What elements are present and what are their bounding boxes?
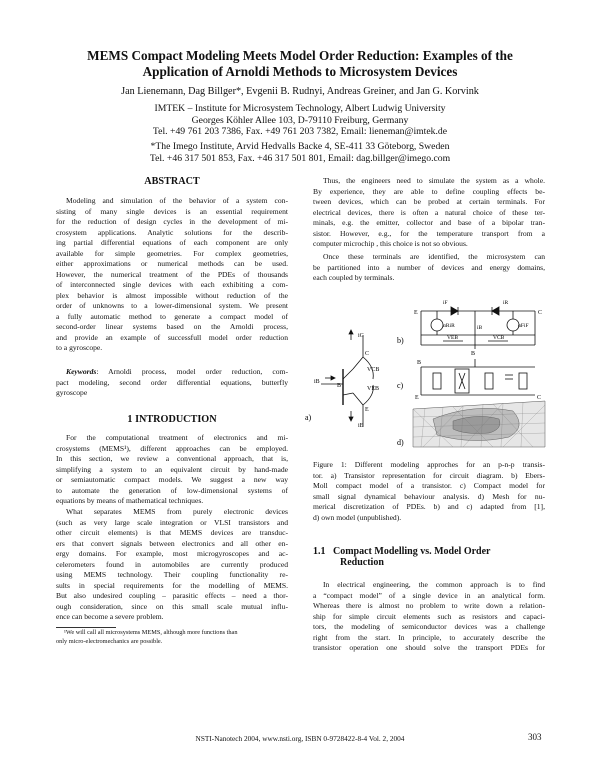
caption-line: merical discretization of PDEs. b) and c) adapted from [1], [313, 502, 545, 511]
figure-label-b: b) [397, 336, 404, 345]
intro-paragraph-1 [56, 433, 288, 507]
label-veb-b: VEB [447, 335, 458, 341]
affiliation-imtek-line-2: Georges Köhler Allee 103, D-79110 Freiburg, Germany [191, 114, 409, 126]
body-line: tween devices, which can be probed at certain terminals. For [313, 197, 545, 206]
intro-line: In this section, we review a conventional approach, that is, [56, 454, 288, 463]
title-line-2: Application of Arnoldi Methods to Microsystem Devices [142, 63, 458, 79]
small-signal-model [421, 359, 535, 395]
right-paragraph-2 [313, 252, 545, 284]
page-footer: NSTI-Nanotech 2004, www.nsti.org, ISBN 0-9728422-8-4 Vol. 2, 2004 [195, 734, 405, 743]
keywords-line [56, 367, 288, 378]
label-emitter-a: E [365, 407, 369, 413]
intro-line: other circuit elements) is that MEMS devices are transduc- [56, 528, 288, 537]
body-line: be partitioned into a number of devices and energy domains, [313, 262, 545, 272]
label-base-c: B [417, 360, 422, 366]
footnote-line: ¹We will call all microsystems MEMS, although more functions than [64, 629, 238, 636]
abstract-line: of interconnected single devices with each exhibiting a com- [56, 280, 288, 289]
footnote-line: only micro-electromechanics are possible. [56, 637, 163, 645]
body-line: right from the start. In principle, to accurately describe the [313, 632, 545, 642]
caption-line: d) own model (unpublished). [313, 512, 402, 522]
label-vcb-b: VCB [493, 335, 505, 341]
intro-line: But also undesired coupling – parasitic effects – need a thor- [56, 591, 288, 600]
caption-line: small signal dynamical behaviour analysis. d) Mesh for nu- [313, 491, 545, 501]
label-veb-a: VEB [367, 386, 379, 392]
intro-line: (such as very large scale integration or VLSI transistors and [56, 517, 288, 527]
label-collector-b: C [538, 310, 543, 316]
body-line: computer microchip , this choice is not so obvious. [313, 239, 468, 248]
label-ib-a: iB [314, 379, 320, 385]
affiliation-imtek-line-3: Tel. +49 761 203 7386, Fax. +49 761 203 7382, Email: lieneman@imtek.de [152, 126, 448, 138]
abstract-line: crosystem applications. Analytic solutions for the describ- [56, 227, 288, 237]
intro-line: sults in special requirements for the modelling of MEMS. [56, 580, 288, 590]
body-line: In electrical engineering, the common approach is to find [323, 580, 545, 589]
intro-line: using MEMS technology. Their coupling functionality re- [56, 570, 288, 579]
body-line: electrical devices, there is often a natural choice of these ter- [313, 207, 545, 217]
label-ib-b: iB [477, 325, 483, 331]
page-number: 303 [528, 732, 542, 742]
keywords-line: gyroscope [56, 388, 88, 397]
subsection-title-line-2: Reduction [340, 557, 384, 568]
intro-line: ence can become a severe problem. [56, 612, 164, 621]
affiliation-imtek [40, 103, 560, 138]
abstract-line: to a gyroscope. [56, 343, 103, 352]
intro-line: simplifying a system to an equivalent circuit by hand-made [56, 464, 288, 474]
abstract-body [56, 196, 288, 354]
figure-label-a: a) [305, 413, 312, 422]
label-ic: iC [358, 333, 364, 339]
footnote-rule [56, 627, 116, 628]
affiliation-imtek-line-1: IMTEK – Institute for Microsystem Technology, Albert Ludwig University [154, 103, 446, 114]
subsection-heading [313, 546, 545, 568]
body-line: ship for simple circuit elements such as resistors and capaci- [313, 611, 545, 621]
body-line: transistor operation one should solve the transport PDEs for [313, 643, 545, 652]
intro-line: or semiautomatic compact models. We suggest a new way [56, 475, 288, 484]
label-ar-ir: αRiR [443, 323, 455, 329]
label-base-b: B [471, 351, 476, 357]
caption-line: Figure 1: Different modeling approches for an p-n-p transis- [313, 460, 545, 469]
label-emitter-b: E [414, 310, 418, 316]
keywords-label: Keywords [66, 367, 97, 376]
intro-line: What separates MEMS from purely electronic devices [66, 507, 288, 516]
abstract-line: ing partial differential equations of each component are only [56, 238, 288, 247]
abstract-line: and provide an example of successfull model order reduction [56, 332, 288, 342]
intro-line: ers that convert signals between electronics and all other en- [56, 538, 288, 548]
body-line: sistor. However, e.g., for the temperature transport from a [313, 228, 545, 238]
intro-line: celerometers found in automobiles are currently produced [56, 559, 288, 569]
abstract-line: either approximations or numerical methods can be used. [56, 259, 288, 268]
affiliation-imego [40, 141, 560, 164]
body-line: Once these terminals are identified, the microsystem can [323, 252, 545, 261]
label-ie: iE [358, 423, 364, 429]
keywords-line: pact modeling, second order differential equations, butterfly [56, 377, 288, 387]
abstract-line: Modeling and simulation of the behavior of a system con- [66, 196, 288, 205]
body-line: Thus, the engineers need to simulate the system as a whole. [323, 176, 545, 185]
figure-label-d: d) [397, 438, 404, 447]
affiliation-imego-line-2: Tel. +46 317 501 853, Fax. +46 317 501 801, Email: dag.billger@imego.com [149, 152, 451, 164]
right-paragraph-3 [313, 580, 545, 654]
intro-line: to automate the generation of low-dimensional systems of [56, 485, 288, 495]
right-paragraph-1 [313, 176, 545, 250]
intro-line: crosystems (MEMS¹), different approaches can be employed. [56, 443, 288, 453]
label-collector-c: C [537, 395, 542, 401]
figure-label-c: c) [397, 381, 404, 390]
abstract-line: second-order linear systems based on the Arnoldi process, [56, 322, 288, 331]
body-line: Whereas there is almost no problem to write down a relation- [313, 601, 545, 610]
paper-title [40, 48, 560, 79]
label-af-if: αFiF [518, 323, 529, 329]
intro-line: ergy domains. For example, most microgyroscopes and ac- [56, 549, 288, 558]
label-ir: iR [503, 300, 509, 306]
abstract-heading: ABSTRACT [144, 176, 200, 187]
label-if: iF [443, 300, 448, 306]
caption-line: tor. a) Transistor representation for circuit diagram. b) Ebers- [313, 470, 545, 480]
footnote [56, 629, 288, 646]
title-line-1: MEMS Compact Modeling Meets Model Order Reduction: Examples of the [87, 48, 513, 63]
caption-line: Moll compact model of a transistor. c) Compact model for [313, 481, 545, 490]
body-line: tors, the modeling of semiconductor devices was a challenge [313, 622, 545, 631]
figure-1-caption [313, 460, 545, 523]
abstract-line: order of unknowns to a lower-dimensional system. We present [56, 301, 288, 310]
keywords [56, 367, 288, 399]
abstract-line: available for simple geometries. For complex geometries, [56, 248, 288, 258]
fem-mesh [413, 401, 545, 447]
body-line: minals, e.g. the emitter, collector and base of a bipolar tran- [313, 218, 545, 227]
abstract-line: plex behavior is almost impossible without reduction of the [56, 290, 288, 300]
intro-line: ough consideration, since on this small scale mutual influ- [56, 601, 288, 611]
keywords-text: : Arnoldi process, model order reduction, com- [96, 367, 288, 376]
subsection-title-line-1: Compact Modelling vs. Model Order [333, 546, 491, 557]
abstract-line: sisting of many single devices is an essential requirement [56, 206, 288, 216]
section-heading-introduction: 1 INTRODUCTION [127, 414, 217, 425]
abstract-line: a fully automatic method to generate a compact model of [56, 311, 288, 321]
subsection-number: 1.1 [313, 546, 326, 557]
abstract-line: However, the numerical treatment of the PDEs of thousands [56, 269, 288, 279]
intro-line: equations by means of mathematical techniques. [56, 496, 204, 505]
abstract-line: for the reduction of design cycles in the development of mi- [56, 217, 288, 226]
label-emitter-c: E [415, 395, 419, 401]
body-line: By experience, they are able to define coupling effects be- [313, 186, 545, 196]
intro-paragraph-2 [56, 507, 288, 623]
author-list: Jan Lienemann, Dag Billger*, Evgenii B. Rudnyi, Andreas Greiner, and Jan G. Korvink [121, 86, 479, 97]
label-base-a: B [337, 383, 342, 389]
intro-line: For the computational treatment of electronics and mi- [66, 433, 288, 442]
body-line: a “compact model” of a single device in an analytical form. [313, 590, 545, 600]
label-vcb-a: VCB [367, 367, 380, 373]
affiliation-imego-line-1: *The Imego Institute, Arvid Hedvalls Backe 4, SE-411 33 Göteborg, Sweden [150, 141, 450, 152]
figure-1 [305, 287, 549, 449]
label-collector-a: C [365, 351, 370, 357]
body-line: each coupled by terminals. [313, 273, 395, 282]
